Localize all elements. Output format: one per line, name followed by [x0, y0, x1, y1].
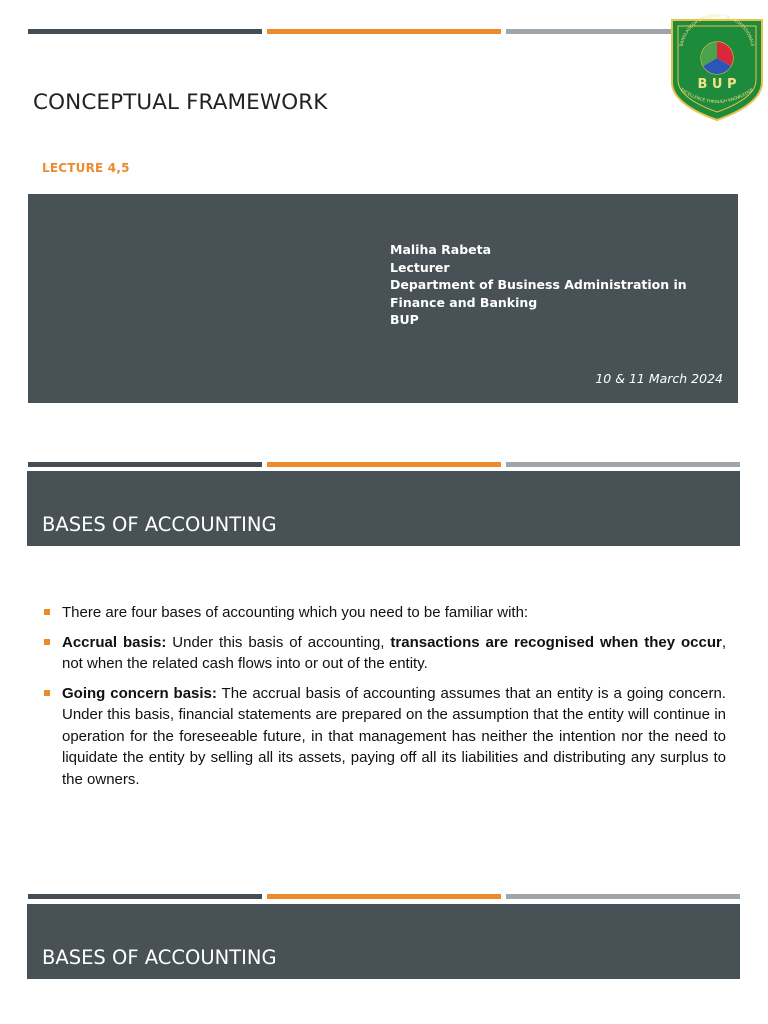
- author-role: Lecturer: [390, 259, 450, 275]
- section-header: [27, 904, 740, 979]
- dark-bar: [28, 462, 262, 467]
- author-institution: BUP: [390, 312, 419, 327]
- author-department-line1: Department of Business Administration in: [390, 277, 687, 292]
- orange-bar: [267, 462, 501, 467]
- bullet-square-icon: [44, 690, 50, 696]
- bullet-emphasis: transactions are recognised when they occur: [390, 633, 722, 651]
- list-item: [44, 683, 726, 791]
- slide-title: CONCEPTUAL FRAMEWORK: [33, 90, 328, 115]
- decorative-top-bars: [28, 462, 740, 467]
- bup-crest-logo-icon: [666, 12, 768, 122]
- decorative-top-bars: [28, 29, 740, 34]
- section-title: BASES OF ACCOUNTING: [42, 946, 277, 969]
- section-header: [27, 471, 740, 546]
- presentation-date: 10 & 11 March 2024: [595, 371, 723, 386]
- bullet-list: [44, 602, 726, 798]
- bullet-square-icon: [44, 639, 50, 645]
- bullet-text: , not when the related cash flows into or out of the entity.: [62, 633, 727, 672]
- gray-bar: [506, 894, 740, 899]
- orange-bar: [267, 29, 501, 34]
- gray-bar: [506, 462, 740, 467]
- bullet-lead: Accrual basis:: [62, 633, 167, 651]
- list-item: [44, 632, 726, 675]
- bullet-text: The accrual basis of accounting assumes that an entity is a going concern. Under this basis, financial statements are prepared on the assumption that the entity will continue in operation for the foreseeable future, in that management has neither the intention nor the need to liquidate the entity by selling all its assets, paying off all its liabilities and distributing any surplus to the owners.: [62, 684, 726, 788]
- gray-bar: [506, 29, 681, 34]
- author-department-line2: Finance and Banking: [390, 294, 538, 310]
- author-block: [390, 241, 687, 329]
- section-title: BASES OF ACCOUNTING: [42, 513, 277, 536]
- logo-letters: B U P: [697, 77, 737, 92]
- list-item: [44, 602, 726, 624]
- decorative-top-bars: [28, 894, 740, 899]
- author-name: Maliha Rabeta: [390, 242, 492, 257]
- slide-subtitle: LECTURE 4,5: [42, 161, 130, 175]
- dark-bar: [28, 29, 262, 34]
- bullet-text: Under this basis of accounting,: [166, 633, 391, 651]
- orange-bar: [267, 894, 501, 899]
- dark-bar: [28, 894, 262, 899]
- bullet-square-icon: [44, 609, 50, 615]
- bullet-lead: Going concern basis:: [62, 684, 217, 702]
- logo-motto: EXCELLENCE THROUGH KNOWLEDGE: [679, 87, 755, 105]
- title-panel: [28, 194, 738, 403]
- logo-top-text: BANGLADESH UNIVERSITY OF PROFESSIONALS: [678, 12, 756, 47]
- bullet-text: There are four bases of accounting which you need to be familiar with:: [62, 604, 529, 621]
